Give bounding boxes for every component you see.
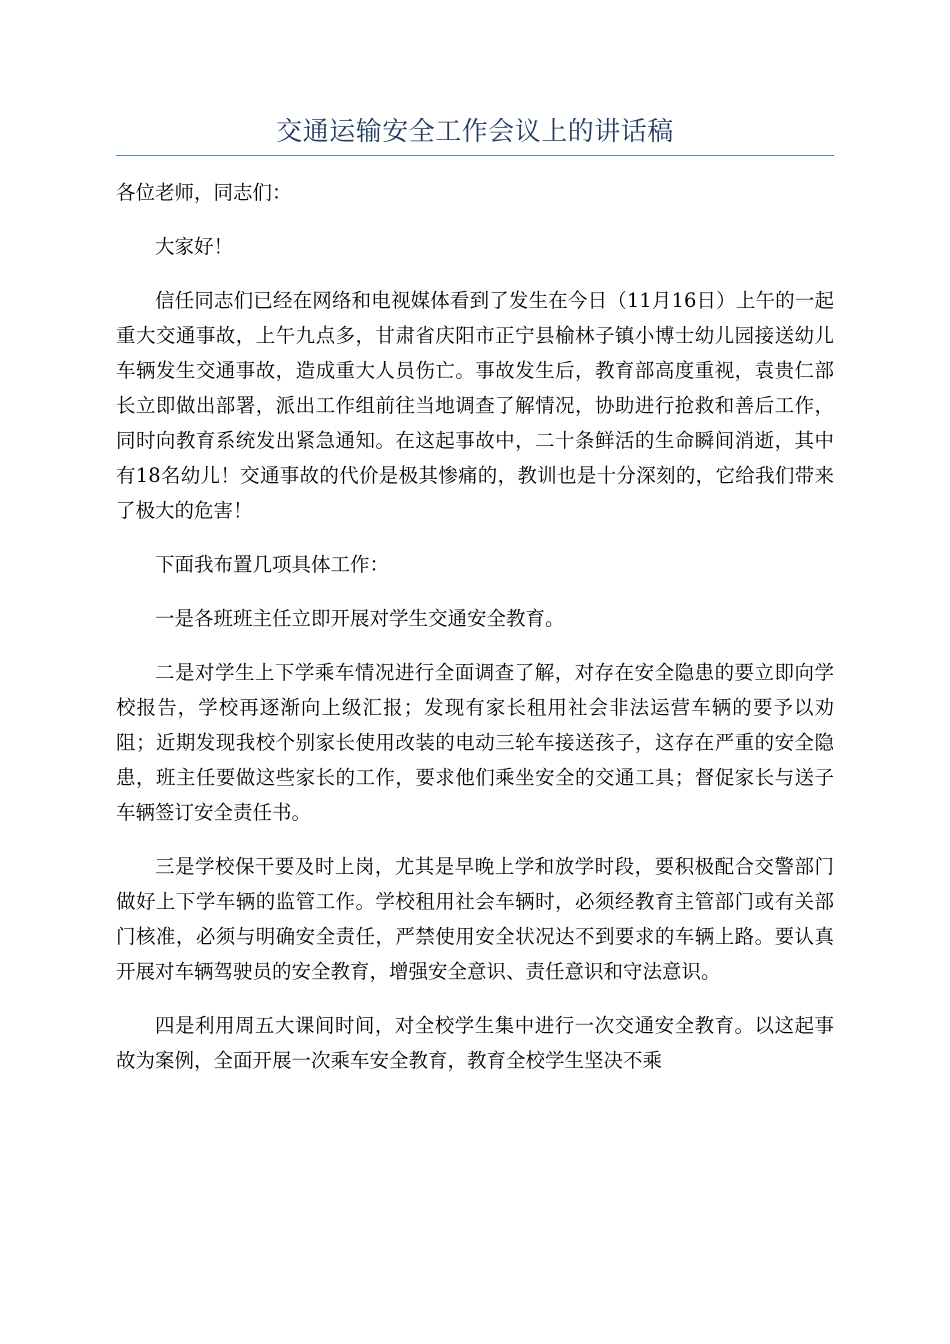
paragraph-task-two: 二是对学生上下学乘车情况进行全面调查了解，对存在安全隐患的要立即向学校报告，学校再逐渐向上级汇报；发现有家长租用社会非法运营车辆的要予以劝阻；近期发现我校个别家长使用改装的电动三轮车接送孩子，这存在严重的安全隐患，班主任要做这些家长的工作，要求他们乘坐安全的交通工具；督促家长与送子车辆签订安全责任书。: [116, 661, 834, 824]
document-title: 交通运输安全工作会议上的讲话稿: [116, 115, 834, 156]
paragraph-greeting: 大家好！: [155, 235, 234, 258]
paragraph-task-one: 一是各班班主任立即开展对学生交通安全教育。: [155, 607, 565, 630]
paragraph-task-three: 三是学校保干要及时上岗，尤其是早晚上学和放学时段，要积极配合交警部门做好上下学车辆的监管工作。学校租用社会车辆时，必须经教育主管部门或有关部门核准，必须与明确安全责任，严禁使用安全状况达不到要求的车辆上路。要认真开展对车辆驾驶员的安全教育，增强安全意识、责任意识和守法意识。: [116, 855, 834, 983]
paragraph-task-intro: 下面我布置几项具体工作：: [155, 553, 390, 576]
paragraph-accident-report: 信任同志们已经在网络和电视媒体看到了发生在今日（11月16日）上午的一起重大交通事故，上午九点多，甘肃省庆阳市正宁县榆林子镇小博士幼儿园接送幼儿车辆发生交通事故，造成重大人员伤亡。事故发生后，教育部高度重视，袁贵仁部长立即做出部署，派出工作组前往当地调查了解情况，协助进行抢救和善后工作，同时向教育系统发出紧急通知。在这起事故中，二十条鲜活的生命瞬间消逝，其中有18名幼儿！交通事故的代价是极其惨痛的，教训也是十分深刻的，它给我们带来了极大的危害！: [116, 289, 834, 522]
salutation: 各位老师，同志们：: [116, 181, 292, 204]
document-body: [116, 175, 834, 1078]
paragraph-task-four: 四是利用周五大课间时间，对全校学生集中进行一次交通安全教育。以这起事故为案例，全面开展一次乘车安全教育，教育全校学生坚决不乘: [116, 1014, 834, 1072]
